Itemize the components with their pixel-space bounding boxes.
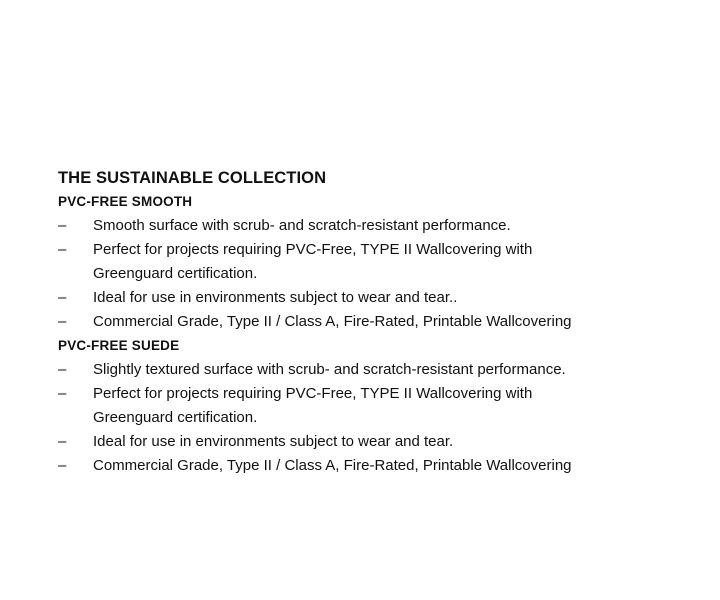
collection-content [58,166,658,478]
bullet-dash: – [58,313,67,330]
bullet-dash: – [58,361,67,378]
bullet-text: Commercial Grade, Type II / Class A, Fire-Rated, Printable Wallcovering [93,457,572,474]
list-item [58,454,603,478]
bullet-dash: – [58,433,67,450]
section-heading-smooth: PVC-FREE SMOOTH [58,194,193,209]
list-item [58,382,603,430]
list-item [58,238,603,286]
bullet-text: Commercial Grade, Type II / Class A, Fire-Rated, Printable Wallcovering [93,313,572,330]
bullet-text: Slightly textured surface with scrub- and scratch-resistant performance. [93,361,566,378]
list-item [58,358,603,382]
bullet-dash: – [58,457,67,474]
bullet-list-suede [58,358,658,478]
bullet-text: Perfect for projects requiring PVC-Free, TYPE II Wallcovering with Greenguard certification. [93,241,533,282]
bullet-dash: – [58,385,67,402]
bullet-dash: – [58,241,67,258]
list-item [58,430,603,454]
bullet-text: Ideal for use in environments subject to wear and tear. [93,433,454,450]
list-item [58,286,603,310]
section-heading-suede: PVC-FREE SUEDE [58,338,180,353]
collection-title: THE SUSTAINABLE COLLECTION [58,169,327,187]
bullet-dash: – [58,217,67,234]
list-item [58,310,603,334]
bullet-text: Ideal for use in environments subject to wear and tear.. [93,289,458,306]
list-item [58,214,603,238]
bullet-text: Perfect for projects requiring PVC-Free, TYPE II Wallcovering with Greenguard certification. [93,385,533,426]
bullet-text: Smooth surface with scrub- and scratch-resistant performance. [93,217,511,234]
bullet-list-smooth [58,214,658,334]
bullet-dash: – [58,289,67,306]
